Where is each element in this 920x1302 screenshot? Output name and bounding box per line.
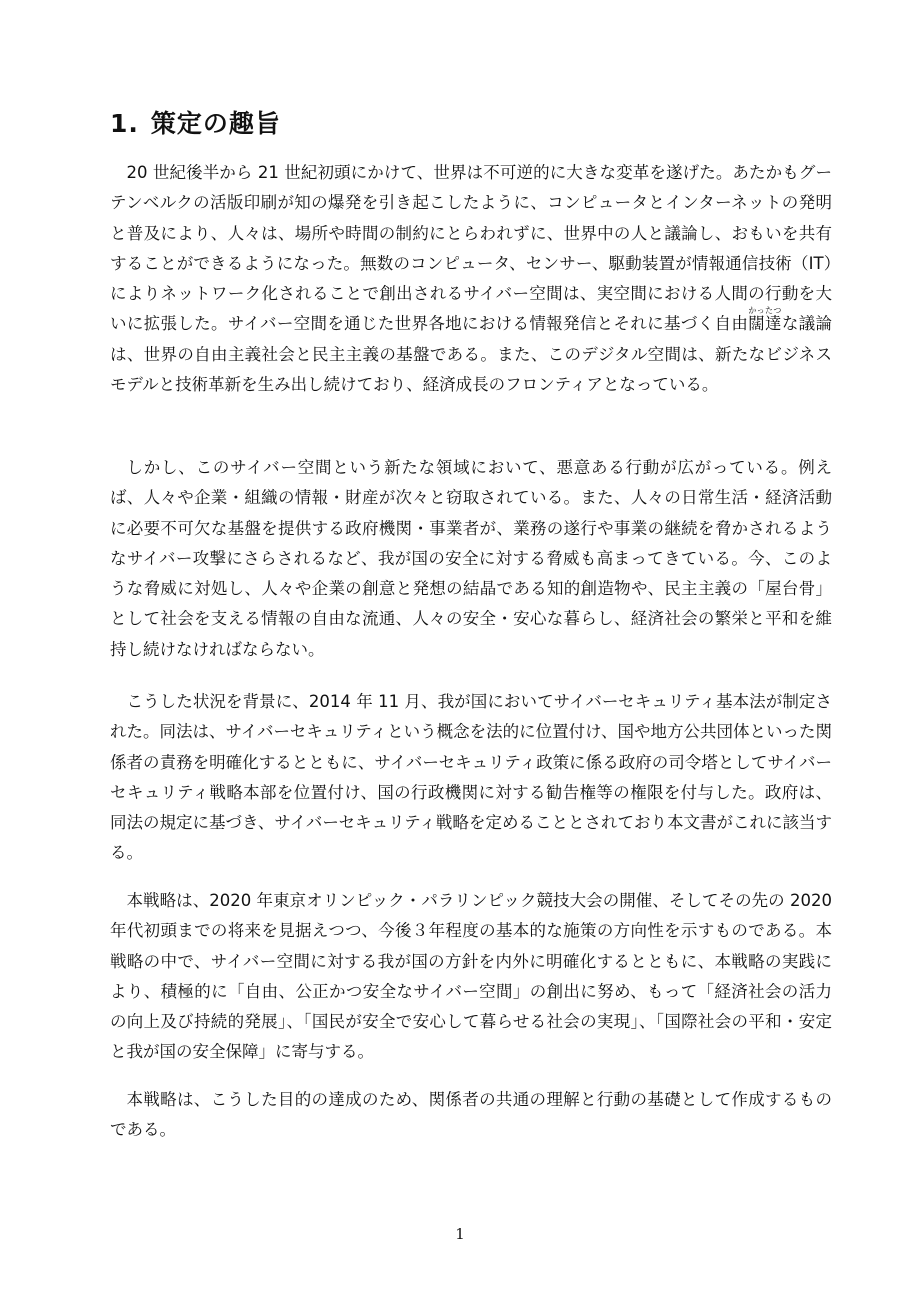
paragraph-1-text-a: 20 世紀後半から 21 世紀初頭にかけて、世界は不可逆的に大きな変革を遂げた。あたかもグーテンベルクの活版印刷が知の爆発を引き起こしたように、コンピュータとインターネットの発明と普及により、人々は、場所や時間の制約にとらわれずに、世界中の人と議論し、おもいを共有することができるようになった。無数のコンピュータ、センサー、駆動装置が情報通信技術（IT）によりネットワーク化されることで創出されるサイバー空間は、実空間における人間の行動を大いに拡張した。サイバー空間を通じた世界各地における情報発信とそれに基づく自由 (110, 163, 832, 334)
ruby-kattatsu (748, 306, 782, 334)
ruby-base: 闊達 (748, 314, 782, 334)
paragraph-3: こうした状況を背景に、2014 年 11 月、我が国においてサイバーセキュリティ基本法が制定された。同法は、サイバーセキュリティという概念を法的に位置付け、国や地方公共団体といった関係者の責務を明確化するとともに、サイバーセキュリティ政策に係る政府の司令塔としてサイバーセキュリティ戦略本部を位置付け、国の行政機関に対する勧告権等の権限を付与した。政府は、同法の規定に基づき、サイバーセキュリティ戦略を定めることとされており本文書がこれに該当する。 (110, 692, 832, 863)
section-title: 策定の趣旨 (150, 109, 281, 138)
paragraph-1 (110, 158, 832, 400)
ruby-reading: かったつ (748, 306, 782, 316)
section-heading (110, 104, 281, 140)
paragraph-2: しかし、このサイバー空間という新たな領域において、悪意ある行動が広がっている。例えば、人々や企業・組織の情報・財産が次々と窃取されている。また、人々の日常生活・経済活動に必要不可欠な基盤を提供する政府機関・事業者が、業務の遂行や事業の継続を脅かされるようなサイバー攻撃にさらされるなど、我が国の安全に対する脅威も高まってきている。今、このような脅威に対処し、人々や企業の創意と発想の結晶である知的創造物や、民主主義の「屋台骨」として社会を支える情報の自由な流通、人々の安全・安心な暮らし、経済社会の繁栄と平和を維持し続けなければならない。 (110, 458, 832, 659)
paragraph-4: 本戦略は、2020 年東京オリンピック・パラリンピック競技大会の開催、そしてその先の 2020 年代初頭までの将来を見据えつつ、今後３年程度の基本的な施策の方向性を示すものである。本戦略の中で、サイバー空間に対する我が国の方針を内外に明確化するとともに、本戦略の実践により、積極的に「自由、公正かつ安全なサイバー空間」の創出に努め、もって「経済社会の活力の向上及び持続的発展」、「国民が安全で安心して暮らせる社会の実現」、「国際社会の平和・安定と我が国の安全保障」に寄与する。 (110, 891, 832, 1062)
section-number: 1. (110, 109, 139, 138)
page-number: 1 (455, 1225, 465, 1243)
paragraph-1-text-b: な議論は、世界の自由主義社会と民主主義の基盤である。また、このデジタル空間は、新たなビジネスモデルと技術革新を生み出し続けており、経済成長のフロンティアとなっている。 (110, 314, 833, 395)
paragraph-5: 本戦略は、こうした目的の達成のため、関係者の共通の理解と行動の基礎として作成するものである。 (110, 1090, 832, 1140)
